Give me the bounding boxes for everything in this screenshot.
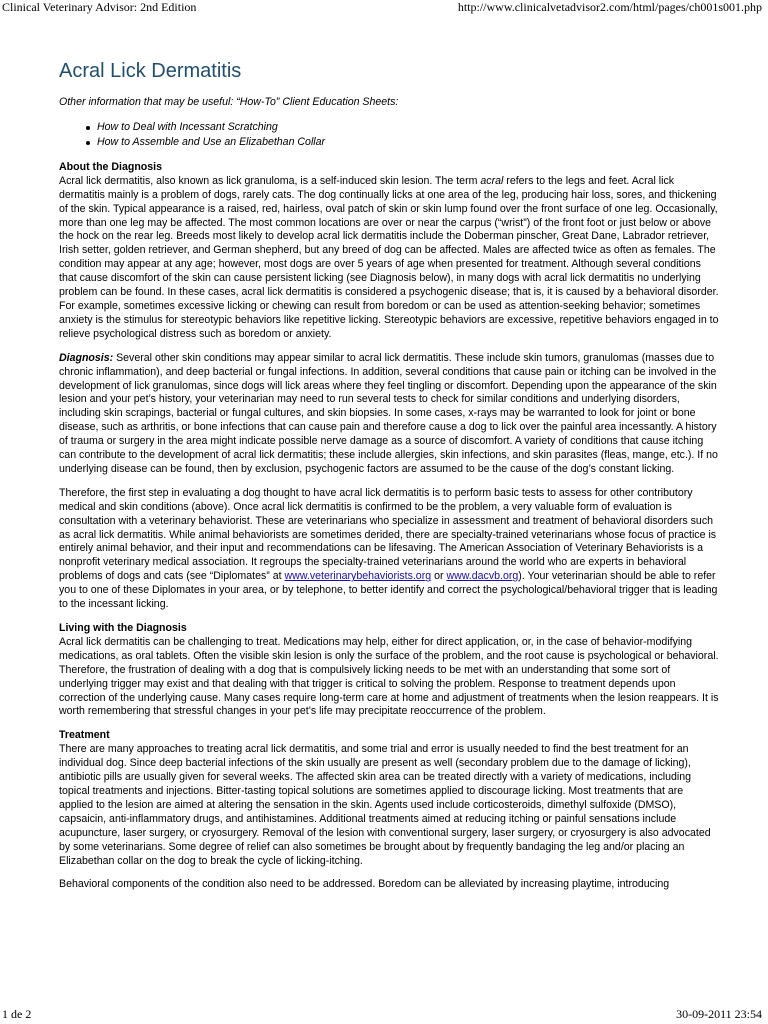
print-header	[0, 0, 768, 16]
print-header-title: Clinical Veterinary Advisor: 2nd Edition	[2, 0, 197, 14]
evaluation-text-a: Therefore, the first step in evaluating a dog thought to have acral lick dermatitis is to perform basic tests to assess for other contributory medical and skin conditions (above). Once acral lick dermatitis is confirmed to be the problem, a very valuable form of evaluation is consultation with a veterinary behaviorist. These are veterinarians who specialize in assessment and treatment of behavioral disorders such as acral lick dermatitis. While animal behaviorists are sometimes derided, there are specialty-trained veterinarians whose focus of practice is entirely animal behavior, and their input and recommendations can be lifesaving. The American Association of Veterinary Behaviorists is a nonprofit veterinary medical association. It regroups the specialty-trained veterinarians around the world who are experts in behavioral problems of dogs and cats (see “Diplomates” at	[59, 486, 717, 583]
diagnosis-label: Diagnosis:	[59, 351, 114, 364]
behavioral-paragraph: Behavioral components of the condition also need to be addressed. Boredom can be alleviated by increasing playtime, introducing	[59, 878, 670, 891]
education-sheet-link[interactable]: How to Deal with Incessant Scratching	[97, 120, 719, 135]
section-heading-about: About the Diagnosis	[59, 160, 162, 173]
about-text-italic: acral	[480, 174, 504, 187]
section-heading-treatment: Treatment	[59, 729, 110, 742]
intro-text: Other information that may be useful: “How-To” Client Education Sheets:	[59, 96, 399, 108]
evaluation-text-or: or	[431, 570, 447, 583]
print-timestamp: 30-09-2011 23:54	[676, 1007, 762, 1021]
about-paragraph	[59, 175, 719, 342]
treatment-paragraph: There are many approaches to treating acral lick dermatitis, and some trial and error is usually needed to find the best treatment for an individual dog. Since deep bacterial infections of the skin usually are present as well (secondary problem due to the damage of licking), antibiotic pills are usually given for several weeks. The affected skin area can be treated directly with a variety of medications, including topical treatments and injections. Bitter-tasting topical solutions are sometimes applied to discourage licking. Most treatments that are applied to the lesion are aimed at altering the sensation in the skin. Agents used include corticosteroids, dimethyl sulfoxide (DMSO), capsaicin, anti-inflammatory drugs, and antihistamines. Additional treatments aimed at reducing itching or painful sensations include acupuncture, laser surgery, or cryosurgery. Removal of the lesion with conventional surgery, laser surgery, or cryosurgery is also advocated by some veterinarians. Some degree of relief can also sometimes be brought about by frequently bandaging the leg and/or placing an Elizabethan collar on the dog to break the cycle of licking-itching.	[59, 743, 711, 867]
education-sheet-list	[59, 120, 719, 150]
diagnosis-text: Several other skin conditions may appear similar to acral lick dermatitis. These include skin tumors, granulomas (masses due to chronic inflammation), and deep bacterial or fungal infections. In addition, several conditions that cause pain or itching can be involved in the development of lick granulomas, since dogs will lick areas where they feel tingling or discomfort. Depending upon the appearance of the skin lesion and your pet’s history, your veterinarian may need to run several tests to check for similar conditions and underlying disorders, including skin scrapings, bacterial or fungal cultures, and skin biopsies. In some cases, x-rays may be warranted to look for joint or bone disease, such as arthritis, or bone infections that can cause pain and therefore cause a dog to lick over the painful area incessantly. A history of trauma or surgery in the area might indicate possible nerve damage as a source of discomfort. A variety of conditions that cause itching can contribute to the development of acral lick dermatitis; these include allergies, skin infections, and skin parasites (fleas, mange, etc.). If no underlying disease can be found, then by exclusion, psychogenic factors are assumed to be the cause of the dog’s constant licking.	[59, 351, 718, 475]
about-text-b: refers to the legs and feet. Acral lick dermatitis mainly is a problem of dogs, rarely cats. The dog continually licks at one area of the leg, producing hair loss, sores, and thickening of the skin. Typical appearance is a raised, red, hairless, oval patch of skin or skin lump found over the front surface of one leg. Occasionally, more than one leg may be affected. The most common locations are over or near the carpus (“wrist”) of the front foot or just below or above the hock on the rear leg. Breeds most likely to develop acral lick dermatitis include the Doberman pinscher, Great Dane, Labrador retriever, Irish setter, golden retriever, and German shepherd, but any breed of dog can be affected. Males are affected twice as often as females. The condition may appear at any age; however, most dogs are over 5 years of age when presented for treatment. Although several conditions that cause discomfort of the skin can cause persistent licking (see Diagnosis below), in many dogs with acral lick dermatitis no underlying problem can be found. In these cases, acral lick dermatitis is considered a psychogenic disease; that is, it is caused by a behavioral disorder. For example, sometimes excessive licking or chewing can result from boredom or can be used as attention-seeking behavior; sometimes anxiety is the stimulus for stereotypic behaviors like repetitive licking. Stereotypic behaviors are excessive, repetitive behaviors engaged in to relieve psychological distress such as boredom or anxiety.	[59, 174, 719, 340]
dacvb-link[interactable]: www.dacvb.org	[446, 570, 519, 583]
about-text-a: Acral lick dermatitis, also known as lick granuloma, is a self-induced skin lesion. The term	[59, 174, 481, 187]
veterinarybehaviorists-link[interactable]: www.veterinarybehaviorists.org	[284, 570, 432, 583]
evaluation-text-b: ). Your veterinarian should be able to refer you to one of these Diplomates in your area, or by telephone, to better identify and correct the psychological/behavioral trigger that is leading to the incessant licking.	[59, 570, 718, 611]
page-title: Acral Lick Dermatitis	[59, 60, 242, 82]
evaluation-paragraph	[59, 487, 719, 612]
page-number: 1 de 2	[2, 1007, 32, 1021]
article	[59, 58, 719, 902]
print-footer	[0, 1007, 768, 1023]
living-paragraph: Acral lick dermatitis can be challenging to treat. Medications may help, either for direct application, or, in the case of behavior-modifying medications, as oral tablets. Often the visible skin lesion is only the surface of the problem, and the root cause is psychological or behavioral. Therefore, the frustration of dealing with a dog that is compulsively licking needs to be met with an understanding that some sort of underlying trigger may exist and that dealing with that trigger is critical to solving the problem. Response to treatment depends upon correction of the underlying cause. Many cases require long-term care at home and adjustment of treatments when the lesion reappears. It is worth remembering that stressful changes in your pet’s life may precipitate reoccurrence of the problem.	[59, 635, 719, 718]
diagnosis-paragraph	[59, 352, 719, 477]
print-header-url: http://www.clinicalvetadvisor2.com/html/pages/ch001s001.php	[457, 0, 762, 14]
education-sheet-link[interactable]: How to Assemble and Use an Elizabethan Collar	[97, 135, 719, 150]
section-heading-living: Living with the Diagnosis	[59, 622, 187, 634]
